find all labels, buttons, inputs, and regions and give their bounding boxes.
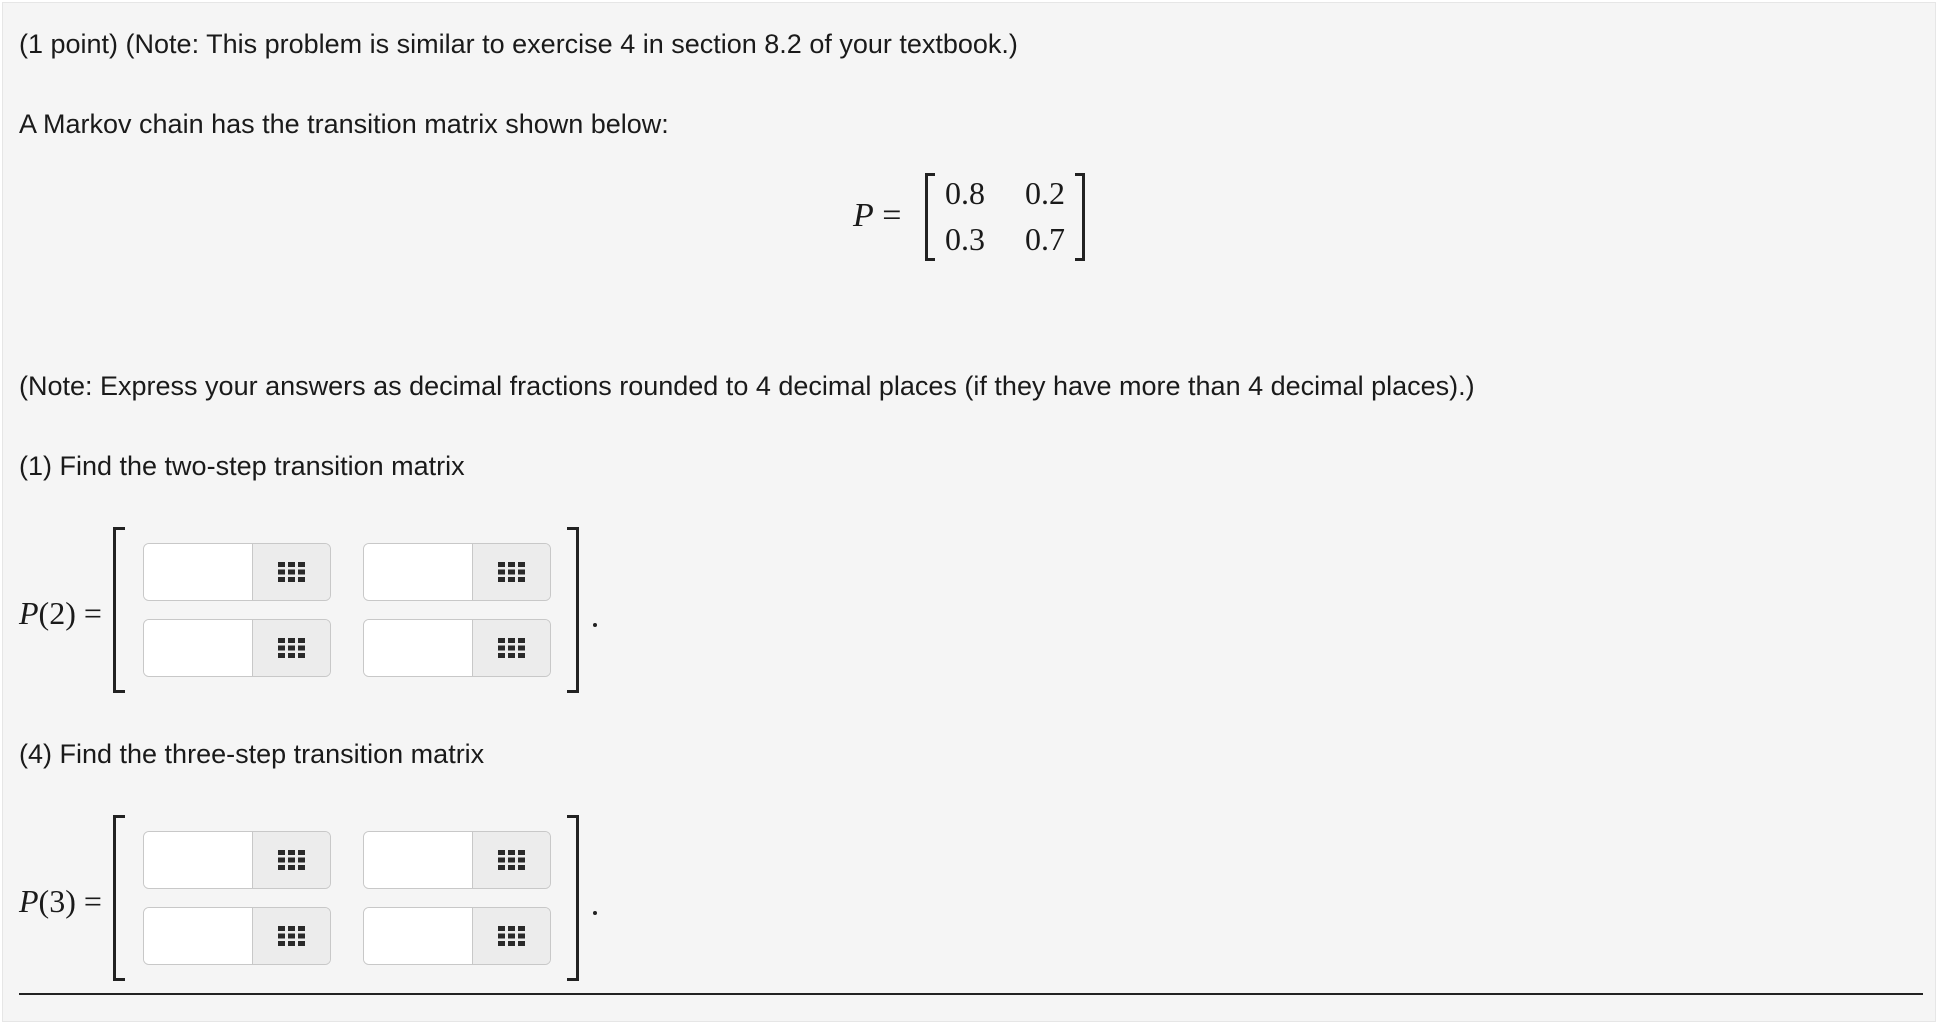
answer-input-r1c1[interactable] (144, 832, 252, 888)
equation-palette-button[interactable] (472, 544, 550, 600)
equation-palette-button[interactable] (252, 908, 330, 964)
part2-prompt: (4) Find the three-step transition matrix (19, 739, 485, 769)
left-bracket (113, 815, 125, 981)
part1-answer-matrix (3, 527, 643, 697)
answer-input-r2c1[interactable] (144, 620, 252, 676)
equation-palette-icon (277, 637, 307, 659)
answer-field-r1c1 (143, 831, 331, 889)
left-bracket (925, 173, 935, 261)
answer-input-r2c2[interactable] (364, 620, 472, 676)
answer-field-r2c2 (363, 907, 551, 965)
equation-palette-icon (497, 637, 527, 659)
problem-container (2, 2, 1936, 1022)
equation-palette-icon (277, 925, 307, 947)
answer-input-r1c1[interactable] (144, 544, 252, 600)
right-bracket (567, 527, 579, 693)
answer-field-r1c1 (143, 543, 331, 601)
equation-palette-icon (277, 561, 307, 583)
given-matrix (853, 169, 1093, 265)
answer-field-r2c1 (143, 907, 331, 965)
left-bracket (113, 527, 125, 693)
given-matrix-label: P = (853, 197, 902, 234)
equation-palette-button[interactable] (472, 908, 550, 964)
problem-intro: A Markov chain has the transition matrix shown below: (19, 109, 669, 139)
problem-header: (1 point) (Note: This problem is similar to exercise 4 in section 8.2 of your textbook.) (19, 29, 1018, 59)
answer-input-r1c2[interactable] (364, 832, 472, 888)
equation-palette-button[interactable] (472, 620, 550, 676)
rounding-note: (Note: Express your answers as decimal fractions rounded to 4 decimal places (if they have more than 4 decimal places).) (19, 371, 1475, 401)
part1-prompt: (1) Find the two-step transition matrix (19, 451, 465, 481)
equation-palette-button[interactable] (252, 544, 330, 600)
equation-palette-button[interactable] (472, 832, 550, 888)
answer-input-r1c2[interactable] (364, 544, 472, 600)
period-mark (593, 623, 597, 627)
equation-palette-button[interactable] (252, 832, 330, 888)
right-bracket (567, 815, 579, 981)
matrix-cell: 0.7 (1025, 221, 1065, 257)
equation-palette-icon (497, 925, 527, 947)
matrix-cell: 0.2 (1025, 175, 1065, 211)
bottom-rule (19, 993, 1923, 995)
answer-field-r2c2 (363, 619, 551, 677)
part2-label: P(3) = (19, 883, 102, 919)
answer-field-r2c1 (143, 619, 331, 677)
equation-palette-icon (497, 849, 527, 871)
answer-input-r2c1[interactable] (144, 908, 252, 964)
answer-input-r2c2[interactable] (364, 908, 472, 964)
matrix-cell: 0.8 (945, 175, 985, 211)
equation-palette-icon (277, 849, 307, 871)
period-mark (593, 911, 597, 915)
answer-field-r1c2 (363, 543, 551, 601)
part1-label: P(2) = (19, 595, 102, 631)
equation-palette-button[interactable] (252, 620, 330, 676)
part2-answer-matrix (3, 815, 643, 985)
answer-field-r1c2 (363, 831, 551, 889)
right-bracket (1075, 173, 1085, 261)
equation-palette-icon (497, 561, 527, 583)
matrix-cell: 0.3 (945, 221, 985, 257)
